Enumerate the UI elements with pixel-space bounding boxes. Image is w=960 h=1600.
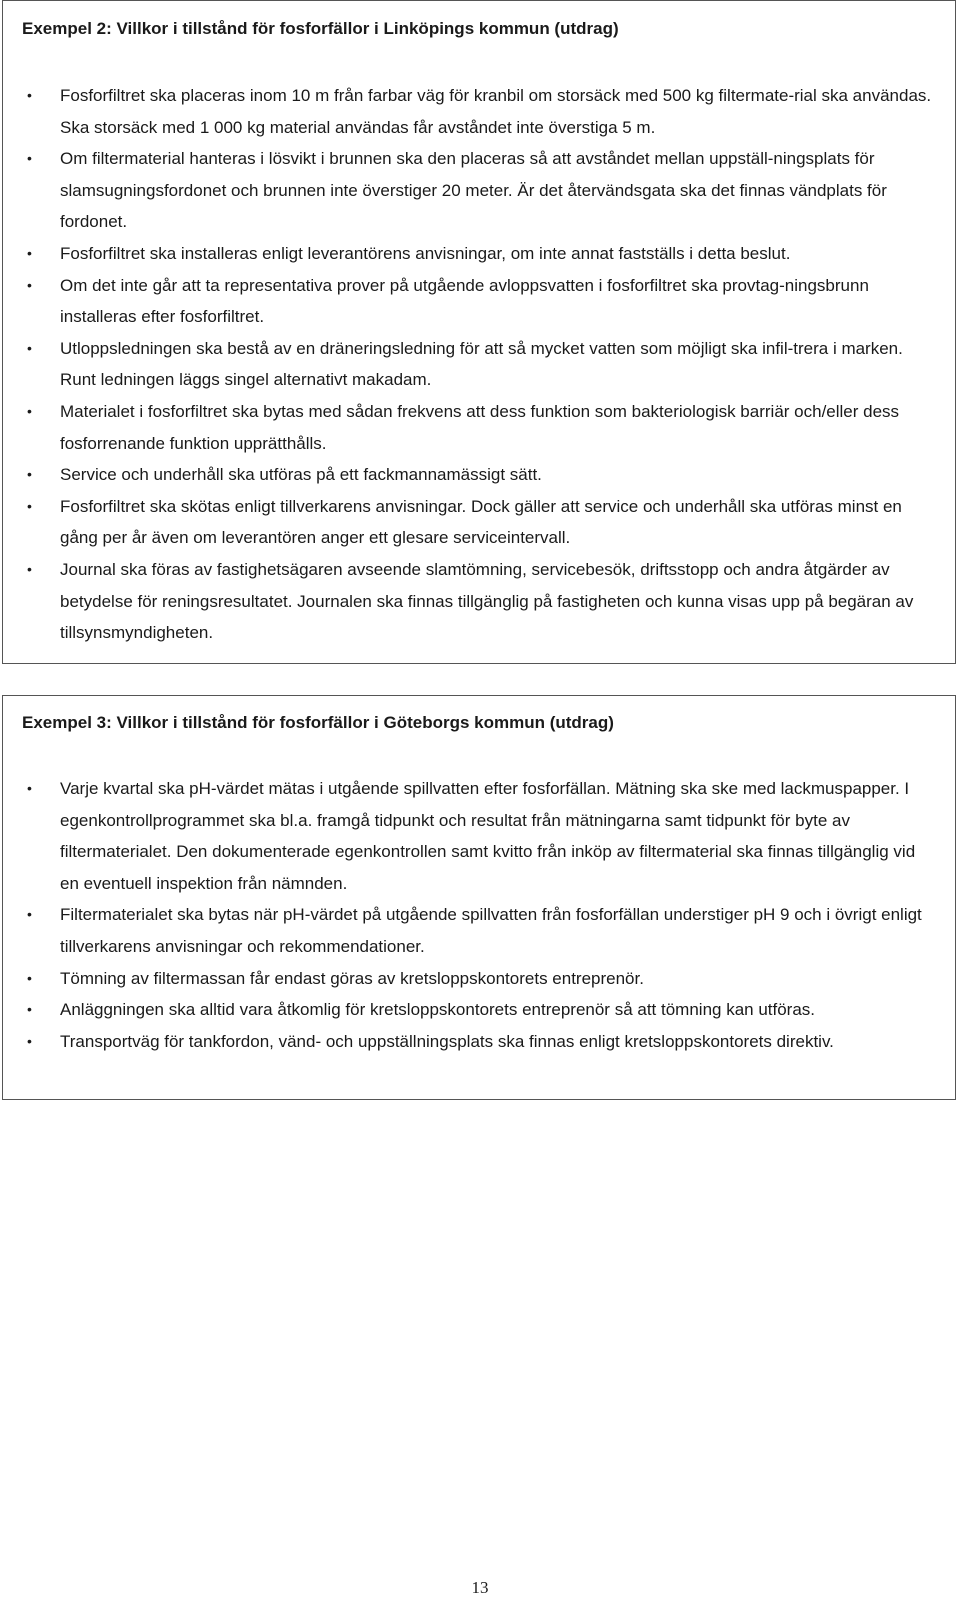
bullet-icon: • [27,402,32,419]
list-item: • Service och underhåll ska utföras på ett fackmannamässigt sätt. [3,459,955,491]
list-item: • Journal ska föras av fastighetsägaren avseende slamtömning, servicebesök, driftsstopp och andra åtgärder av betydelse för reningsresultatet. Journalen ska finnas tillgänglig på fastigheten och kunna visas upp på begäran av tillsynsmyndigheten. [3,554,955,649]
list-item: • Om filtermaterial hanteras i lösvikt i brunnen ska den placeras så att avståndet mellan uppställ-ningsplats för slamsugningsfordonet och brunnen inte överstiger 20 meter. Är det återvändsgata ska det finnas vändplats för fordonet. [3,143,955,238]
bullet-icon: • [27,276,32,293]
example-2-box [2,0,956,664]
list-item: • Materialet i fosforfiltret ska bytas med sådan frekvens att dess funktion som bakteriologisk barriär och/eller dess fosforrenande funktion upprätthålls. [3,396,955,459]
list-item: • Varje kvartal ska pH-värdet mätas i utgående spillvatten efter fosforfällan. Mätning ska ske med lackmuspapper. I egenkontrollprogrammet ska bl.a. framgå tidpunkt och resultat från mätningarna samt tidpunkt för byte av filtermaterialet. Den dokumenterade egenkontrollen samt kvitto från inköp av filtermaterial ska finnas tillgänglig vid en eventuell inspektion från nämnden. [3,773,955,899]
bullet-icon: • [27,87,32,103]
example-3-title: Exempel 3: Villkor i tillstånd för fosforfällor i Göteborgs kommun (utdrag) [22,713,614,732]
example-2-list [3,80,955,649]
list-item: • Tömning av filtermassan får endast göras av kretsloppskontorets entreprenör. [3,963,955,995]
list-item: • Fosforfiltret ska placeras inom 10 m från farbar väg för kranbil om storsäck med 500 kg filtermate-rial ska användas. Ska storsäck med 1 000 kg material användas får avståndet inte överstiga 5 m. [3,80,955,143]
bullet-icon: • [27,780,32,796]
bullet-icon: • [27,150,32,167]
bullet-icon: • [27,466,32,483]
list-item: • Fosforfiltret ska installeras enligt leverantörens anvisningar, om inte annat fastställs i detta beslut. [3,238,955,270]
bullet-icon: • [27,339,32,356]
list-item: • Transportväg för tankfordon, vänd- och uppställningsplats ska finnas enligt kretsloppskontorets direktiv. [3,1026,955,1058]
example-3-box [2,695,956,1100]
bullet-icon: • [27,969,32,986]
bullet-icon: • [27,244,32,261]
bullet-icon: • [27,1032,32,1049]
list-item: • Utloppsledningen ska bestå av en dräneringsledning för att så mycket vatten som möjligt ska infil-trera i marken. Runt ledningen läggs singel alternativt makadam. [3,333,955,396]
bullet-icon: • [27,1001,32,1018]
bullet-icon: • [27,497,32,514]
bullet-icon: • [27,560,32,577]
list-item: • Filtermaterialet ska bytas när pH-värdet på utgående spillvatten från fosforfällan understiger pH 9 och i övrigt enligt tillverkarens anvisningar och rekommendationer. [3,899,955,962]
example-2-title: Exempel 2: Villkor i tillstånd för fosforfällor i Linköpings kommun (utdrag) [22,19,619,38]
bullet-icon: • [27,906,32,923]
list-item: • Anläggningen ska alltid vara åtkomlig för kretsloppskontorets entreprenör så att tömning kan utföras. [3,994,955,1026]
page-number: 13 [471,1578,489,1597]
example-3-list [3,773,955,1057]
list-item: • Fosforfiltret ska skötas enligt tillverkarens anvisningar. Dock gäller att service och underhåll ska utföras minst en gång per år även om leverantören anger ett glesare serviceintervall. [3,491,955,554]
list-item: • Om det inte går att ta representativa prover på utgående avloppsvatten i fosforfiltret ska provtag-ningsbrunn installeras efter fosforfiltret. [3,270,955,333]
